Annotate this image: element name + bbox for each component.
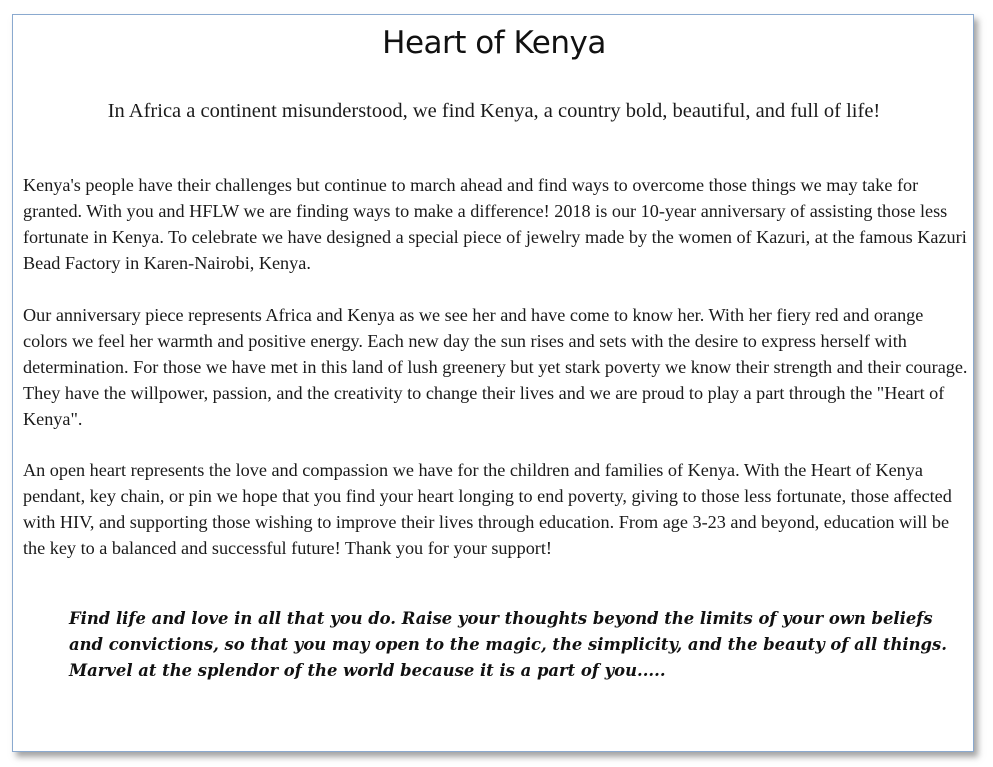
closing-quote [69, 606, 949, 684]
document-title: Heart of Kenya [382, 25, 606, 61]
quote-line: and convictions, so that you may open to the magic, the simplicity, and the beauty of all things. [69, 635, 947, 654]
quote-line: Marvel at the splendor of the world because it is a part of you..... [69, 661, 666, 680]
quote-line: Find life and love in all that you do. Raise your thoughts beyond the limits of your own beliefs [69, 609, 933, 628]
paragraph-anniversary: Kenya's people have their challenges but continue to march ahead and find ways to overcome those things we may take for granted. With you and HFLW we are finding ways to make a difference! 2018 is our 10-year anniversary of assisting those less fortunate in Kenya. To celebrate we have designed a special piece of jewelry made by the women of Kazuri, at the famous Kazuri Bead Factory in Karen-Nairobi, Kenya. [23, 175, 967, 273]
document-card [12, 14, 974, 752]
paragraph-anniversary-piece: Our anniversary piece represents Africa and Kenya as we see her and have come to know her. With her fiery red and orange colors we feel her warmth and positive energy. Each new day the sun rises and sets with the desire to express herself with determination. For those we have met in this land of lush greenery but yet stark poverty we know their strength and their courage. They have the willpower, passion, and the creativity to change their lives and we are proud to play a part through the "Heart of Kenya". [23, 305, 968, 429]
intro-line: In Africa a continent misunderstood, we find Kenya, a country bold, beautiful, and full of life! [107, 100, 881, 122]
paragraph-open-heart: An open heart represents the love and compassion we have for the children and families of Kenya. With the Heart of Kenya pendant, key chain, or pin we hope that you find your heart longing to end poverty, giving to those less fortunate, those affected with HIV, and supporting those wishing to improve their lives through education. From age 3-23 and beyond, education will be the key to a balanced and successful future! Thank you for your support! [23, 460, 952, 558]
